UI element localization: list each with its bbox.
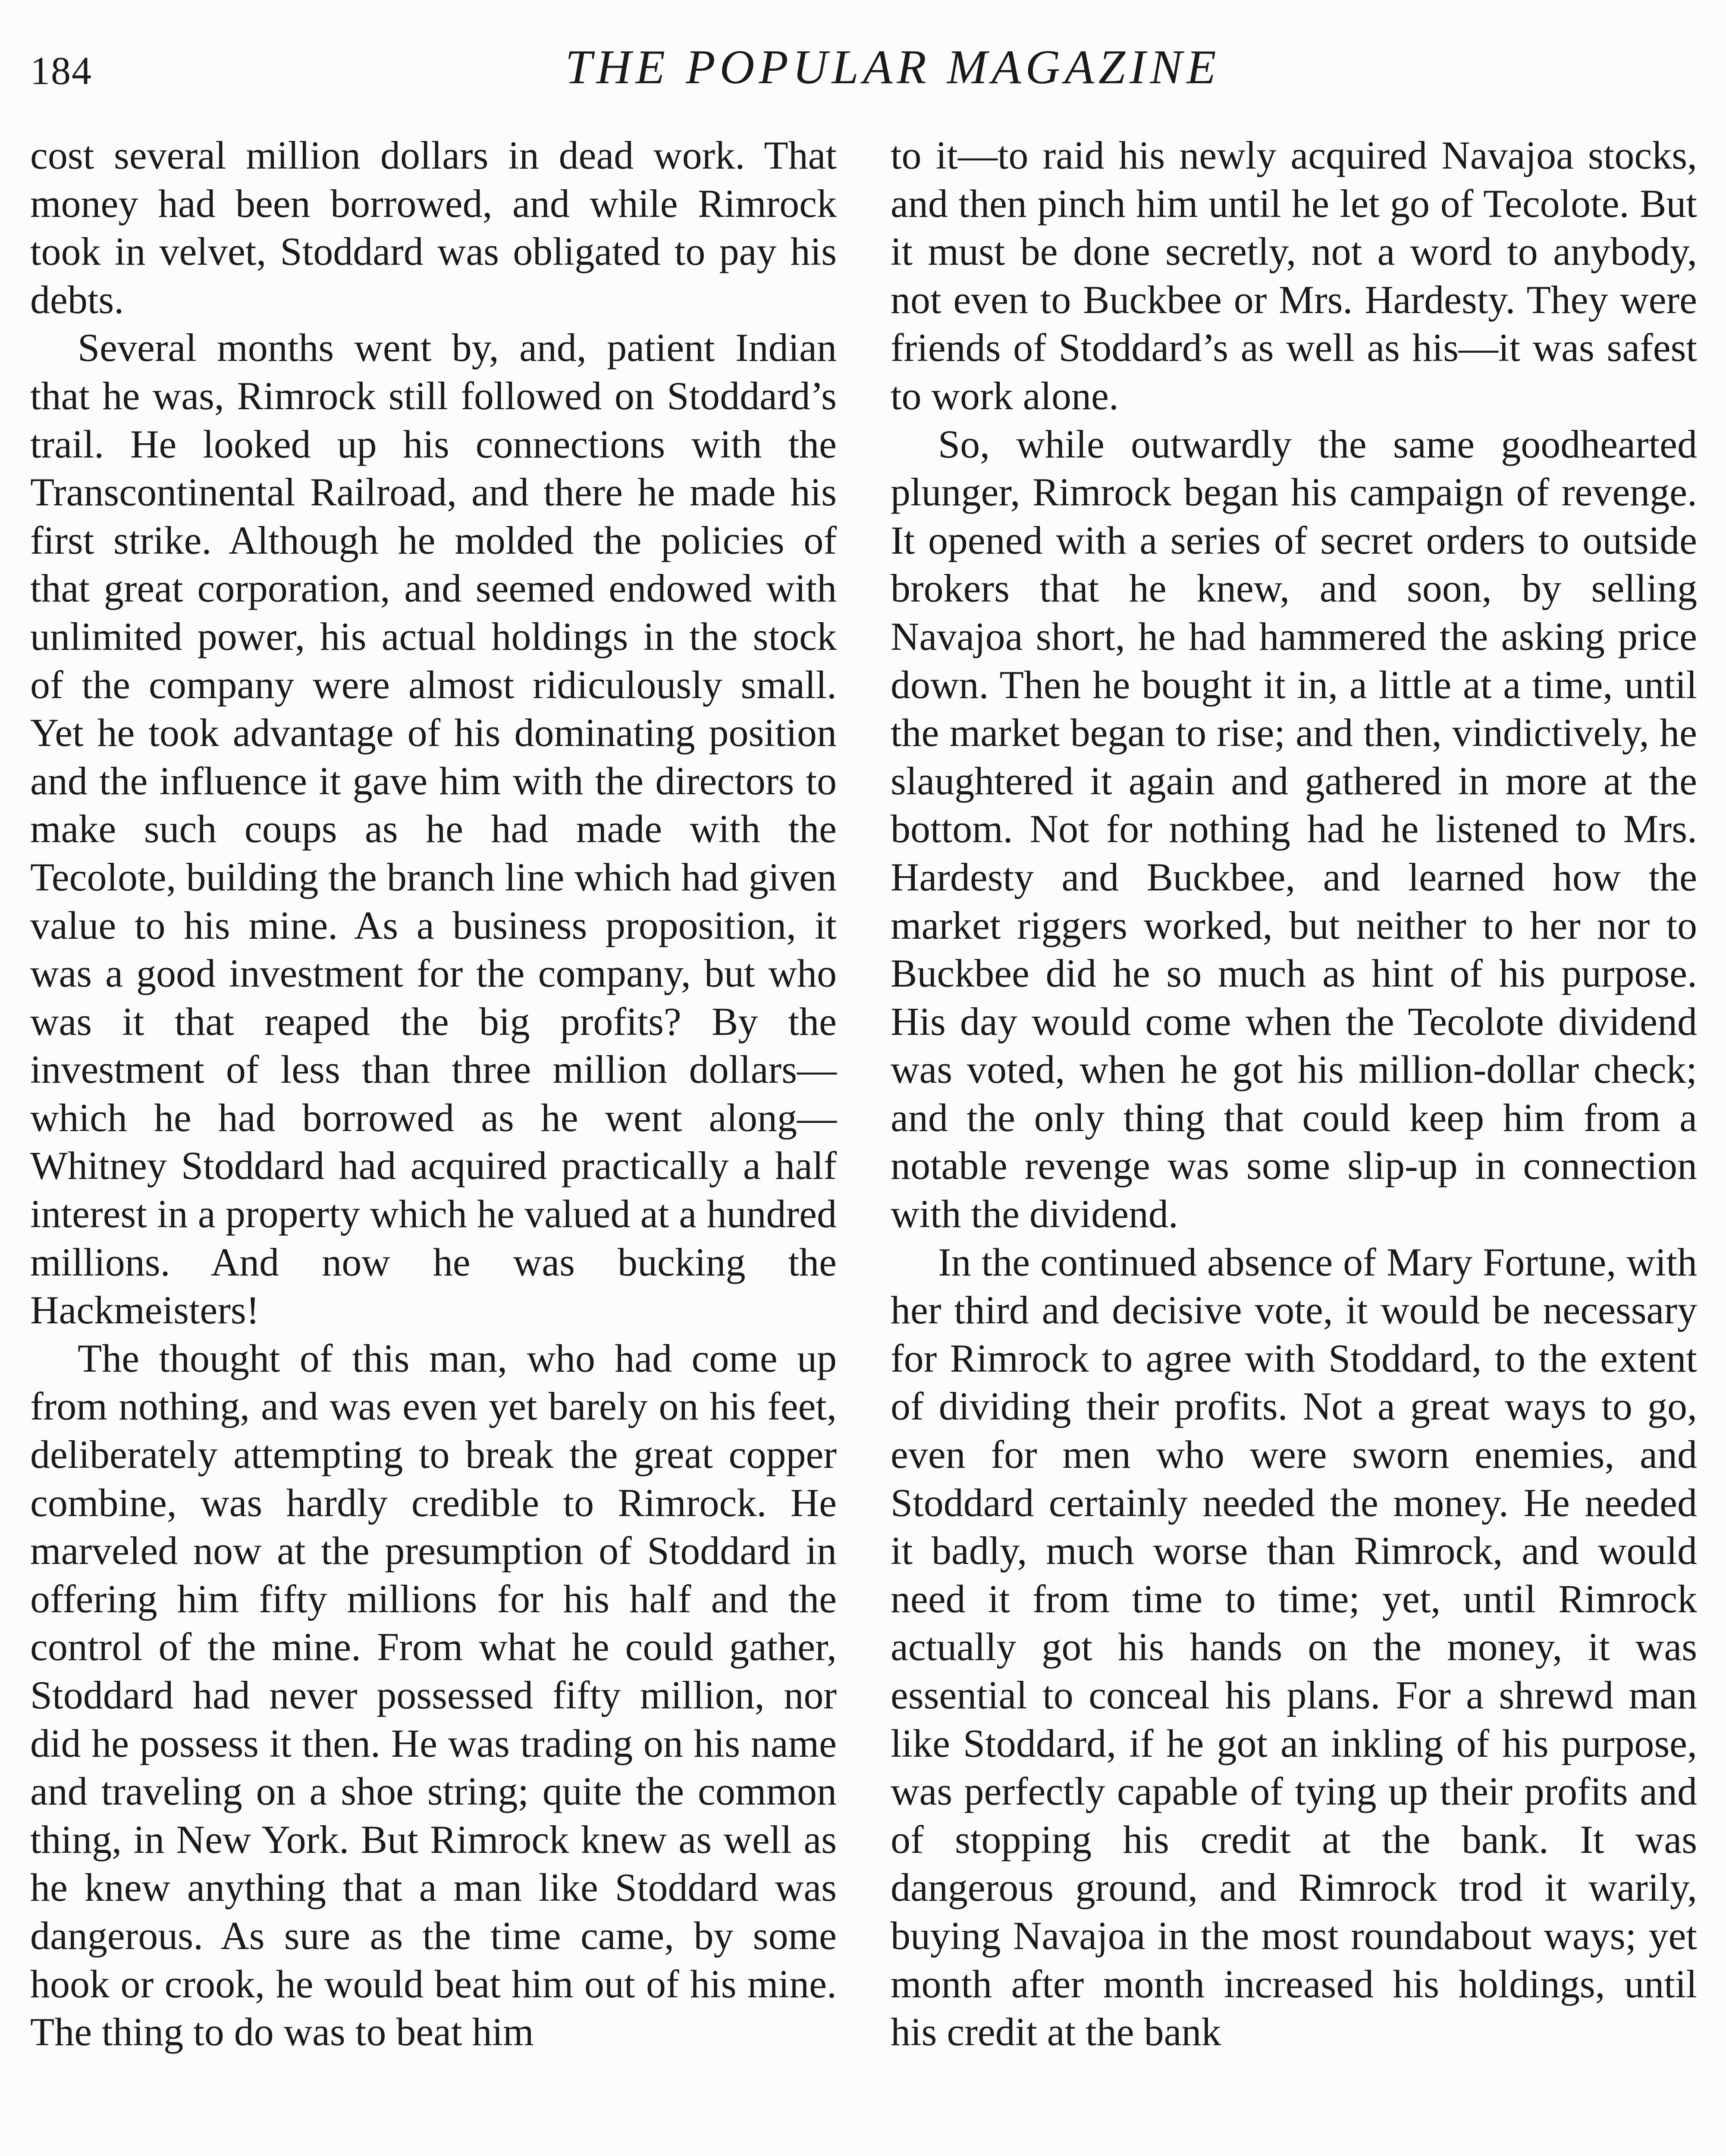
paragraph: In the continued absence of Mary Fortune, with her third and decisive vote, it would be necessary for Rimrock to agree with Stoddard, to the extent of dividing their profits. Not a great ways to go, even for men who were sworn enemies, and Stoddard certainly needed the money. He needed it badly, much worse than Rimrock, and would need it from time to time; yet, until Rimrock actually got his hands on the money, it was essential to conceal his plans. For a shrewd man like Stoddard, if he got an inkling of his purpose, was perfectly capable of tying up their profits and of stopping his credit at the bank. It was dangerous ground, and Rimrock trod it warily, buying Navajoa in the most roundabout ways; yet month after month increased his holdings, until his credit at the bank (891, 1240, 1697, 2054)
paragraph: So, while outwardly the same goodhearted plunger, Rimrock began his campaign of revenge. It opened with a series of secret orders to outside brokers that he knew, and soon, by selling Navajoa short, he had hammered the asking price down. Then he bought it in, a little at a time, until the market began to rise; and then, vindictively, he slaughtered it again and gathered in more at the bottom. Not for nothing had he listened to Mrs. Hardesty and Buckbee, and learned how the market riggers worked, but neither to her nor to Buckbee did he so much as hint of his purpose. His day would come when the Tecolote dividend was voted, when he got his million-dollar check; and the only thing that could keep him from a notable revenge was some slip-up in connection with the dividend. (891, 422, 1697, 1236)
magazine-title: THE POPULAR MAGAZINE (565, 41, 1221, 94)
left-text-column (30, 132, 837, 2056)
paragraph: The thought of this man, who had come up from nothing, and was even yet barely on his feet, deliberately attempting to break the great copper combine, was hardly credible to Rimrock. He marveled now at the presumption of Stoddard in offering him fifty millions for his half and the control of the mine. From what he could gather, Stoddard had never possessed fifty million, nor did he possess it then. He was trading on his name and traveling on a shoe string; quite the common thing, in New York. But Rimrock knew as well as he knew anything that a man like Stoddard was dangerous. As sure as the time came, by some hook or crook, he would beat him out of his mine. The thing to do was to beat him (30, 1336, 837, 2054)
paragraph: cost several million dollars in dead work. That money had been borrowed, and while Rimrock took in velvet, Stoddard was obligated to pay his debts. (30, 133, 837, 322)
page-header (30, 34, 1695, 121)
paragraph: Several months went by, and, patient Indian that he was, Rimrock still followed on Stoddard’s trail. He looked up his connections with the Transcontinental Railroad, and there he made his first strike. Although he molded the policies of that great corporation, and seemed endowed with unlimited power, his actual holdings in the stock of the company were almost ridiculously small. Yet he took advantage of his dominating position and the influence it gave him with the directors to make such coups as he had made with the Tecolote, building the branch line which had given value to his mine. As a business proposition, it was a good investment for the company, but who was it that reaped the big profits? By the investment of less than three million dollars—which he had borrowed as he went along—Whitney Stoddard had acquired practically a half interest in a property which he valued at a hundred millions. And now he was bucking the Hackmeisters! (30, 326, 837, 1332)
page-number: 184 (30, 49, 92, 93)
paragraph: to it—to raid his newly acquired Navajoa stocks, and then pinch him until he let go of Tecolote. But it must be done secretly, not a word to anybody, not even to Buckbee or Mrs. Hardesty. They were friends of Stoddard’s as well as his—it was safest to work alone. (891, 133, 1697, 418)
right-text-column (891, 132, 1697, 2056)
